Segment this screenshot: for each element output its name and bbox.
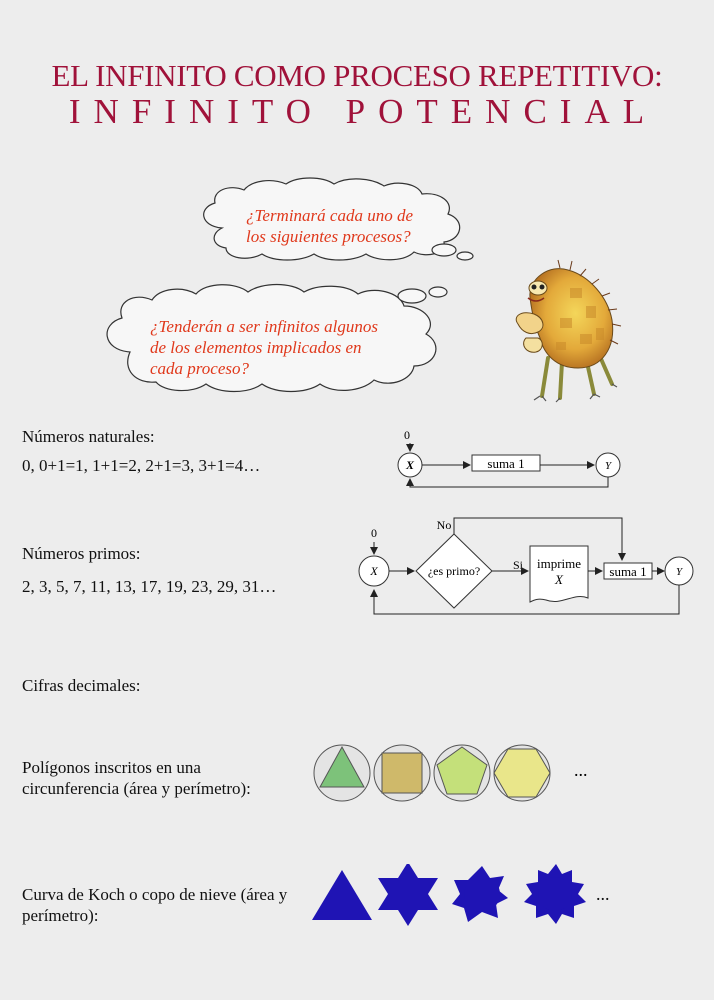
flow2-print-line1: imprime bbox=[536, 556, 582, 571]
cloud-top-line: ¿Terminará cada uno de bbox=[246, 206, 414, 225]
cloud-bottom-text bbox=[150, 316, 378, 379]
cloud-top-text bbox=[246, 205, 413, 247]
flow1-start-value: 0 bbox=[404, 428, 410, 442]
flowchart-naturales bbox=[392, 425, 632, 495]
section-naturales-sequence: 0, 0+1=1, 1+1=2, 2+1=3, 3+1=4… bbox=[22, 456, 261, 475]
flow2-si-label: Si bbox=[512, 558, 524, 572]
flow2-start-value: 0 bbox=[371, 526, 377, 540]
section-naturales-label: Números naturales: bbox=[22, 427, 155, 446]
circle-hexagon-icon bbox=[494, 745, 550, 801]
flow2-no-label: No bbox=[436, 518, 452, 532]
cloud-bottom-line: cada proceso? bbox=[150, 359, 249, 378]
koch-iteration-3 bbox=[524, 864, 586, 924]
flow2-node-x-label: X bbox=[370, 564, 378, 578]
koch-ellipsis: ... bbox=[596, 884, 610, 904]
section-primos-sequence: 2, 3, 5, 7, 11, 13, 17, 19, 23, 29, 31… bbox=[22, 577, 277, 596]
cartoon-monster-illustration bbox=[500, 258, 630, 408]
polygons-ellipsis: ... bbox=[574, 760, 588, 780]
flow1-sum-label: suma 1 bbox=[487, 456, 525, 471]
flow1-node-x-label: X bbox=[405, 458, 415, 472]
page-title-line1: EL INFINITO COMO PROCESO REPETITIVO: bbox=[51, 58, 663, 93]
cloud-bottom-line: de los elementos implicados en bbox=[150, 338, 362, 357]
section-poligonos-line: Polígonos inscritos en una bbox=[22, 758, 201, 777]
page-title-line2: INFINITO POTENCIAL bbox=[68, 92, 658, 131]
flowchart-primos bbox=[350, 510, 702, 622]
flow2-print-line2: X bbox=[555, 572, 563, 587]
flow2-sum-label: suma 1 bbox=[609, 564, 647, 579]
cloud-top-line: los siguientes procesos? bbox=[246, 227, 411, 246]
flow2-node-y-label: Y bbox=[675, 566, 683, 578]
flow2-decision-label: ¿es primo? bbox=[427, 564, 481, 578]
koch-iteration-0 bbox=[312, 870, 372, 920]
circle-square-icon bbox=[374, 745, 430, 801]
koch-snowflakes bbox=[310, 864, 620, 928]
section-poligonos-line: circunferencia (área y perímetro): bbox=[22, 779, 251, 798]
section-primos-label: Números primos: bbox=[22, 544, 141, 563]
koch-iteration-2 bbox=[452, 866, 508, 922]
section-koch-line: perímetro): bbox=[22, 906, 99, 925]
koch-iteration-1 bbox=[378, 864, 438, 926]
circle-triangle-icon bbox=[314, 745, 370, 801]
section-koch-label bbox=[22, 884, 287, 926]
section-decimales-label: Cifras decimales: bbox=[22, 676, 141, 695]
inscribed-polygons bbox=[312, 744, 602, 804]
flow1-node-y-label: Y bbox=[604, 460, 612, 472]
section-koch-line: Curva de Koch o copo de nieve (área y bbox=[22, 885, 288, 904]
circle-pentagon-icon bbox=[434, 745, 490, 801]
cloud-bottom-line: ¿Tenderán a ser infinitos algunos bbox=[150, 317, 378, 336]
section-poligonos-label bbox=[22, 757, 251, 799]
